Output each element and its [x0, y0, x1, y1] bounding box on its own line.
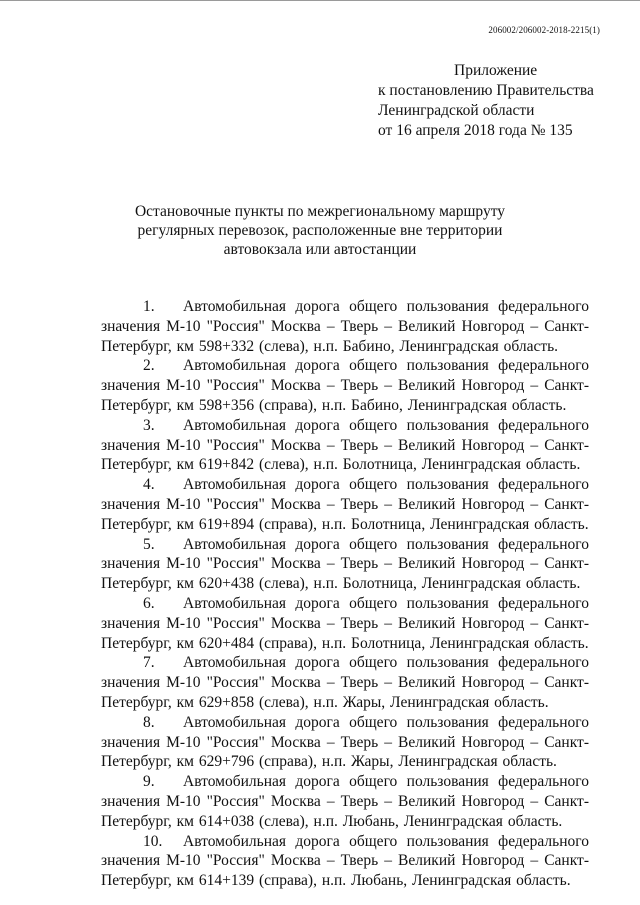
- attachment-line-1: к постановлению Правительства: [378, 82, 594, 99]
- list-item: [101, 535, 589, 594]
- item-number: 10.: [143, 832, 163, 850]
- item-number: 4.: [143, 476, 155, 494]
- list-item: [101, 475, 589, 534]
- item-text: Автомобильная дорога общего пользования федерального значения М-10 "Россия" Москва – Тверь – Великий Новгород – Санкт-Петербург, км 620+484 (справа), н.п. Болотница, Ленинградская область.: [101, 594, 589, 652]
- heading-line-3: автовокзала или автостанции: [223, 241, 417, 258]
- list-item: [101, 416, 589, 475]
- list-item: [101, 772, 589, 831]
- item-text: Автомобильная дорога общего пользования федерального значения М-10 "Россия" Москва – Тверь – Великий Новгород – Санкт-Петербург, км 598+356 (справа), н.п. Бабино, Ленинградская область.: [101, 357, 589, 414]
- list-item: [101, 297, 589, 356]
- item-number: 8.: [143, 713, 155, 731]
- attachment-title: Приложение: [454, 62, 538, 79]
- item-text: Автомобильная дорога общего пользования федерального значения М-10 "Россия" Москва – Тверь – Великий Новгород – Санкт-Петербург, км 629+796 (справа), н.п. Жары, Ленинградская область.: [101, 713, 589, 771]
- item-number: 3.: [143, 416, 155, 434]
- item-text: Автомобильная дорога общего пользования федерального значения М-10 "Россия" Москва – Тверь – Великий Новгород – Санкт-Петербург, км 620+438 (слева), н.п. Болотница, Ленинградская область.: [101, 535, 589, 593]
- list-item: [101, 713, 589, 772]
- item-text: Автомобильная дорога общего пользования федерального значения М-10 "Россия" Москва – Тверь – Великий Новгород – Санкт-Петербург, км 614+038 (слева), н.п. Любань, Ленинградская область.: [101, 773, 589, 830]
- heading-line-2: регулярных перевозок, расположенные вне территории: [137, 222, 503, 239]
- item-number: 9.: [143, 773, 155, 791]
- item-number: 7.: [143, 654, 155, 672]
- document-heading: [100, 202, 540, 259]
- item-number: 5.: [143, 535, 155, 553]
- item-text: Автомобильная дорога общего пользования федерального значения М-10 "Россия" Москва – Тверь – Великий Новгород – Санкт-Петербург, км 619+894 (справа), н.п. Болотница, Ленинградская область.: [101, 476, 589, 533]
- item-text: Автомобильная дорога общего пользования федерального значения М-10 "Россия" Москва – Тверь – Великий Новгород – Санкт-Петербург, км 629+858 (слева), н.п. Жары, Ленинградская область.: [101, 654, 589, 711]
- item-text: Автомобильная дорога общего пользования федерального значения М-10 "Россия" Москва – Тверь – Великий Новгород – Санкт-Петербург, км 614+139 (справа), н.п. Любань, Ленинградская область.: [101, 832, 589, 890]
- item-number: 6.: [143, 594, 155, 612]
- list-item: [101, 832, 589, 891]
- document-code: 206002/206002-2018-2215(1): [488, 25, 600, 35]
- item-text: Автомобильная дорога общего пользования федерального значения М-10 "Россия" Москва – Тверь – Великий Новгород – Санкт-Петербург, км 598+332 (слева), н.п. Бабино, Ленинградская область.: [101, 298, 589, 355]
- item-number: 2.: [143, 357, 155, 375]
- attachment-block: [378, 61, 594, 141]
- item-number: 1.: [143, 298, 155, 315]
- item-text: Автомобильная дорога общего пользования федерального значения М-10 "Россия" Москва – Тверь – Великий Новгород – Санкт-Петербург, км 619+842 (слева), н.п. Болотница, Ленинградская область.: [101, 416, 589, 474]
- stop-points-list: [101, 297, 589, 891]
- list-item: [101, 653, 589, 712]
- attachment-line-3: от 16 апреля 2018 года № 135: [378, 122, 573, 139]
- list-item: [101, 594, 589, 653]
- list-item: [101, 356, 589, 415]
- attachment-line-2: Ленинградской области: [378, 102, 535, 119]
- heading-line-1: Остановочные пункты по межрегиональному маршруту: [134, 203, 506, 220]
- top-rule: [0, 0, 640, 1]
